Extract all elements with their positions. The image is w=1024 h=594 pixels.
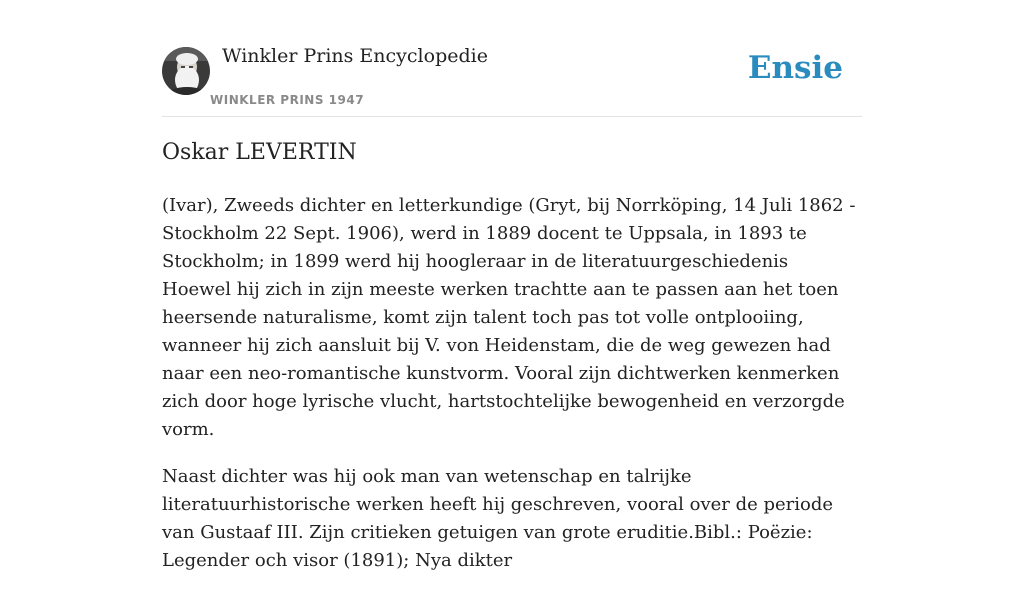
header: [162, 0, 862, 117]
article-paragraph: Naast dichter was hij ook man van wetenschap en talrijke literatuurhistorische werken heeft hij geschreven, vooral over de periode van Gustaaf III. Zijn critieken getuigen van grote eruditie.Bibl.: Poëzie: Legender och visor (1891); Nya dikter: [162, 466, 834, 571]
article-title: Oskar LEVERTIN: [162, 140, 357, 165]
portrait-avatar-icon[interactable]: [162, 47, 210, 95]
article-paragraph: (Ivar), Zweeds dichter en letterkundige (Gryt, bij Norrköping, 14 Juli 1862 - Stockholm 22 Sept. 1906), werd in 1889 docent te Uppsala, in 1893 te Stockholm; in 1899 werd hij hoogleraar in de literatuurgeschiedenis Hoewel hij zich in zijn meeste werken trachtte aan te passen aan het toen heersende naturalisme, komt zijn talent toch pas tot volle ontplooiing, wanneer hij zich aansluit bij V. von Heidenstam, die de weg gewezen had naar een neo-romantische kunstvorm. Vooral zijn dichtwerken kenmerken zich door hoge lyrische vlucht, hartstochtelijke bewogenheid en verzorgde vorm.: [162, 195, 856, 440]
site-title[interactable]: Winkler Prins Encyclopedie: [222, 45, 488, 67]
edition-subtitle[interactable]: WINKLER PRINS 1947: [210, 93, 365, 107]
article-body: [162, 192, 862, 594]
page: [162, 0, 862, 571]
ensie-logo-link[interactable]: Ensie: [747, 50, 843, 86]
